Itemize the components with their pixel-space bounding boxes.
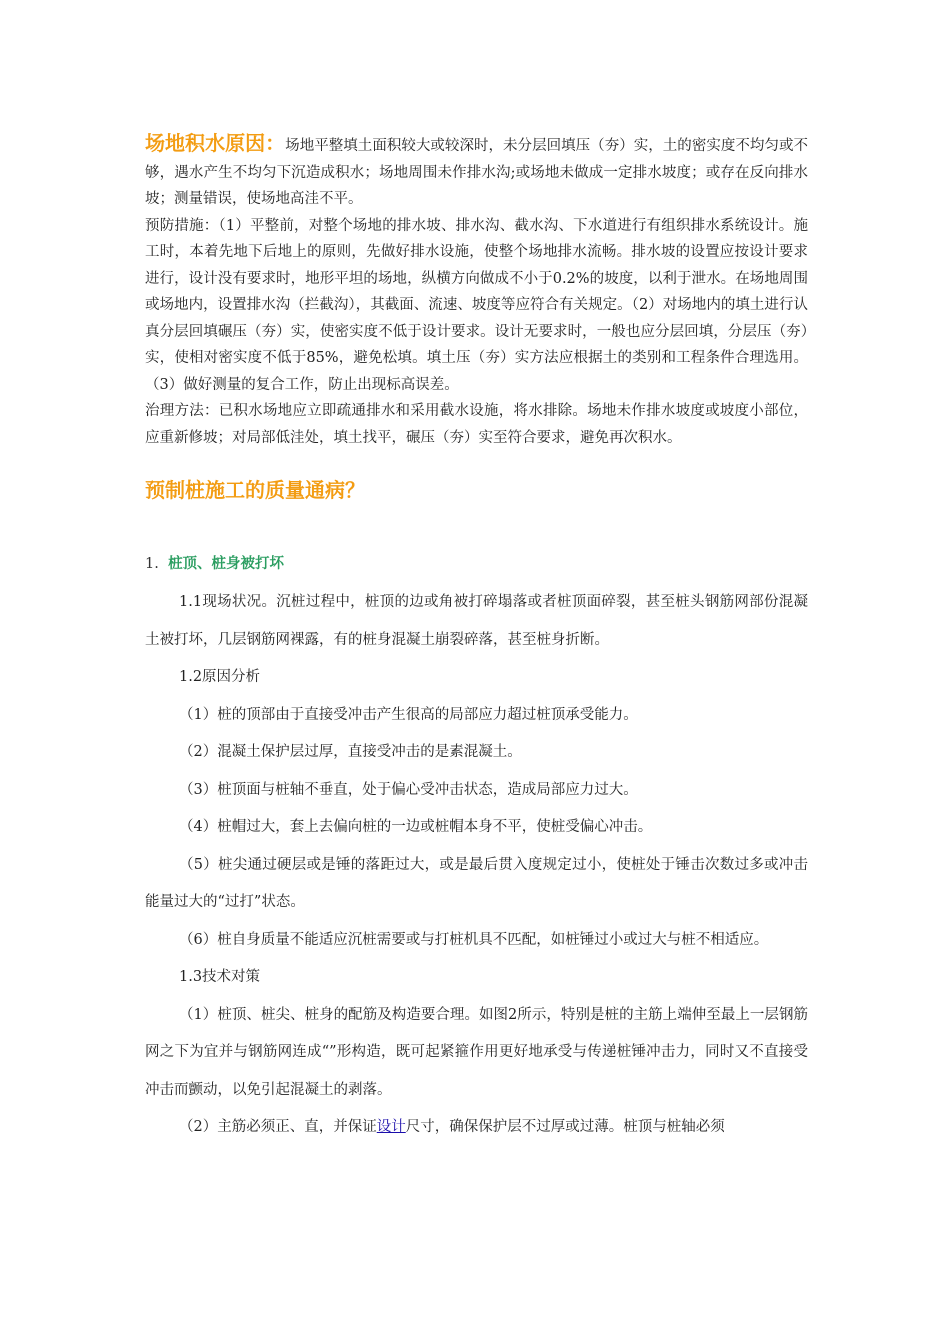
section1-title: 场地积水原因： [145,131,286,155]
measure-2-text-b: 尺寸，确保保护层不过厚或过薄。桩顶与桩轴必须 [405,1119,725,1135]
section1-cause-paragraph [145,130,808,213]
section1-cause-text: 场地平整填土面积较大或较深时，未分层回填压（夯）实，土的密实度不均匀或不够，遇水产生不均匀下沉造成积水；场地周围未作排水沟;或场地未做成一定排水坡度；或存在反向排水坡；测量错误，使场地高洼不平。 [145,138,809,207]
section2-title: 预制桩施工的质量通病？ [145,478,365,502]
measure-2-text-a: （2）主筋必须正、直，并保证 [179,1119,377,1135]
cause-1: （1）桩的顶部由于直接受冲击产生很高的局部应力超过桩顶承受能力。 [179,706,638,723]
heading-1-2: 1.2原因分析 [179,669,261,685]
item1-number: 1. [145,556,159,572]
heading-1-3: 1.3技术对策 [179,969,261,985]
section1-treatment: 治理方法：已积水场地应立即疏通排水和采用截水设施，将水排除。场地未作排水坡度或坡度小部位，应重新修坡；对局部低洼处，填土找平，碾压（夯）实至符合要求，避免再次积水。 [145,403,808,446]
cause-3: （3）桩顶面与桩轴不垂直，处于偏心受冲击状态，造成局部应力过大。 [179,781,638,798]
cause-4: （4）桩帽过大，套上去偏向桩的一边或桩帽本身不平，使桩受偏心冲击。 [179,819,653,835]
item1-title: 桩顶、桩身被打坏 [168,556,285,572]
section1-prevention: 预防措施：（1）平整前，对整个场地的排水坡、排水沟、截水沟、下水道进行有组织排水系统设计。施工时，本着先地下后地上的原则，先做好排水设施，使整个场地排水流畅。排水坡的设置应按设计要求进行，设计没有要求时，地形平坦的场地，纵横方向做成不小于0.2%的坡度，以利于泄水。在场地周围或场地内，设置排水沟（拦截沟），其截面、流速、坡度等应符合有关规定。（2）对场地内的填土进行认真分层回填碾压（夯）实，使密实度不低于设计要求。设计无要求时，一般也应分层回填，分层压（夯）实，使相对密实度不低于85%，避免松填。填土压（夯）实方法应根据土的类别和工程条件合理选用。（3）做好测量的复合工作，防止出现标高误差。 [145,217,808,393]
measure-2 [145,1109,808,1147]
cause-5: （5）桩尖通过硬层或是锤的落距过大，或是最后贯入度规定过小，使桩处于锤击次数过多或冲击能量过大的“过打”状态。 [145,856,808,910]
measure-1: （1）桩顶、桩尖、桩身的配筋及构造要合理。如图2所示，特别是桩的主筋上端伸至最上一层钢筋网之下为宜并与钢筋网连成“”形构造，既可起紧箍作用更好地承受与传递桩锤冲击力，同时又不直接受冲击而颤动，以免引起混凝土的剥落。 [145,1006,808,1098]
design-link[interactable]: 设计 [376,1119,406,1135]
cause-6: （6）桩自身质量不能适应沉桩需要或与打桩机具不匹配，如桩锤过小或过大与桩不相适应。 [179,931,769,948]
document-page [145,130,808,1147]
item1-heading [145,552,808,576]
paragraph-1-1: 1.1现场状况。沉桩过程中，桩顶的边或角被打碎塌落或者桩顶面碎裂，甚至桩头钢筋网部份混凝土被打坏，几层钢筋网裸露，有的桩身混凝土崩裂碎落，甚至桩身折断。 [145,594,808,648]
cause-2: （2）混凝土保护层过厚，直接受冲击的是素混凝土。 [179,744,522,760]
